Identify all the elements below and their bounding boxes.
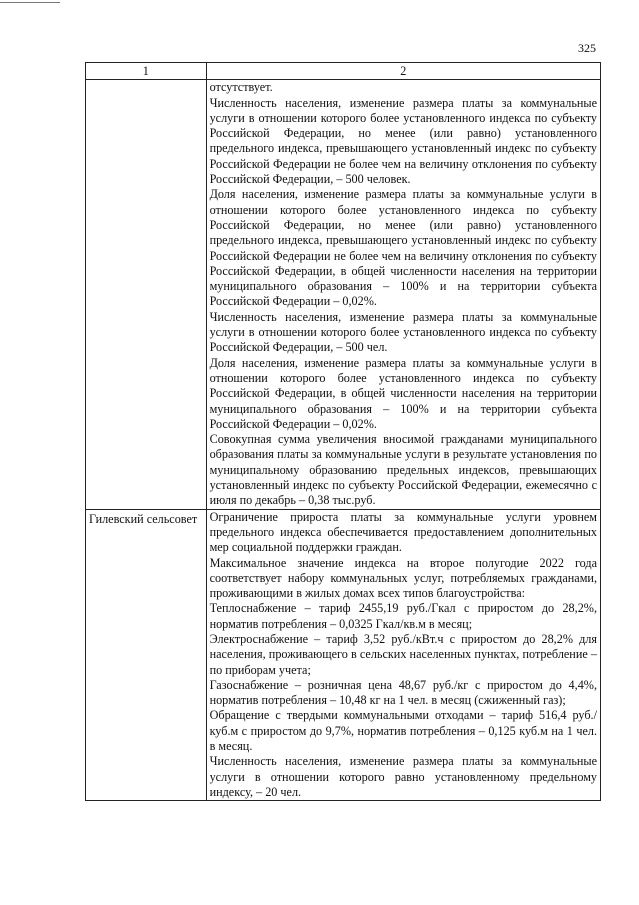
paragraph: Численность населения, изменение размера платы за коммунальные услуги в отношении которого более установленного индекса по субъекту Российской Федерации, но менее (или равно) установленного предельного индекса, превышающего установленный индекс по субъекту Российской Федерации не более чем на величину отклонения по субъекту Российской Федерации, – 500 человек. — [209, 95, 597, 187]
table-row — [86, 80, 601, 509]
municipality-cell-empty — [86, 80, 207, 509]
page-number: 325 — [578, 41, 596, 55]
description-cell — [206, 80, 600, 509]
paragraph: Доля населения, изменение размера платы за коммунальные услуги в отношении которого более установленного индекса по субъекту Российской Федерации, в общей численности населения на территории муниципального образования – 100% и на территории субъекта Российской Федерации – 0,02%. — [209, 355, 597, 431]
header-col-1: 1 — [86, 63, 207, 80]
paragraph: Максимальное значение индекса на второе полугодие 2022 года соответствует набору коммунальных услуг, потребляемых гражданами, проживающими в жилых домах всех типов благоустройства: — [209, 555, 597, 601]
paragraph: отсутствует. — [209, 80, 273, 95]
paragraph: Численность населения, изменение размера платы за коммунальные услуги в отношении которого равно установленному предельному индексу, – 20 чел. — [209, 754, 597, 799]
municipal-index-table — [85, 62, 601, 801]
header-col-2: 2 — [206, 63, 600, 80]
paragraph: Численность населения, изменение размера платы за коммунальные услуги в отношении которого более установленного индекса по субъекту Российской Федерации, – 500 чел. — [209, 309, 597, 355]
description-cell — [206, 509, 600, 801]
paragraph: Теплоснабжение – тариф 2455,19 руб./Гкал с приростом до 28,2%, норматив потребления – 0,0325 Гкал/кв.м в месяц; — [209, 601, 597, 631]
table-header-row — [86, 63, 601, 80]
top-rule — [0, 2, 60, 3]
paragraph: Обращение с твердыми коммунальными отходами – тариф 516,4 руб./куб.м с приростом до 9,7%, норматив потребления – 0,125 куб.м на 1 чел. в месяц. — [209, 708, 597, 754]
paragraph: Газоснабжение – розничная цена 48,67 руб./кг с приростом до 4,4%, норматив потребления – 10,48 кг на 1 чел. в месяц (сжиженный газ); — [209, 677, 597, 708]
municipality-name: Гилевский сельсовет — [86, 509, 207, 801]
paragraph: Электроснабжение – тариф 3,52 руб./кВт.ч с приростом до 28,2% для населения, проживающего в сельских населенных пунктах, потребление – по приборам учета; — [209, 631, 597, 677]
paragraph: Ограничение прироста платы за коммунальные услуги уровнем предельного индекса обеспечивается предоставлением дополнительных мер социальной поддержки граждан. — [209, 509, 597, 555]
paragraph: Доля населения, изменение размера платы за коммунальные услуги в отношении которого более установленного индекса по субъекту Российской Федерации, но менее (или равно) установленного предельного индекса, превышающего установленный индекс по субъекту Российской Федерации не более чем на величину отклонения по субъекту Российской Федерации, в общей численности населения на территории муниципального образования – 100% и на территории субъекта Российской Федерации – 0,02%. — [209, 187, 597, 309]
paragraph: Совокупная сумма увеличения вносимой гражданами муниципального образования платы за коммунальные услуги в результате установления по муниципальному образованию предельных индексов, превышающих установленный индекс по субъекту Российской Федерации, ежемесячно с июля по декабрь – 0,38 тыс.руб. — [209, 432, 597, 508]
table-row — [86, 509, 601, 801]
